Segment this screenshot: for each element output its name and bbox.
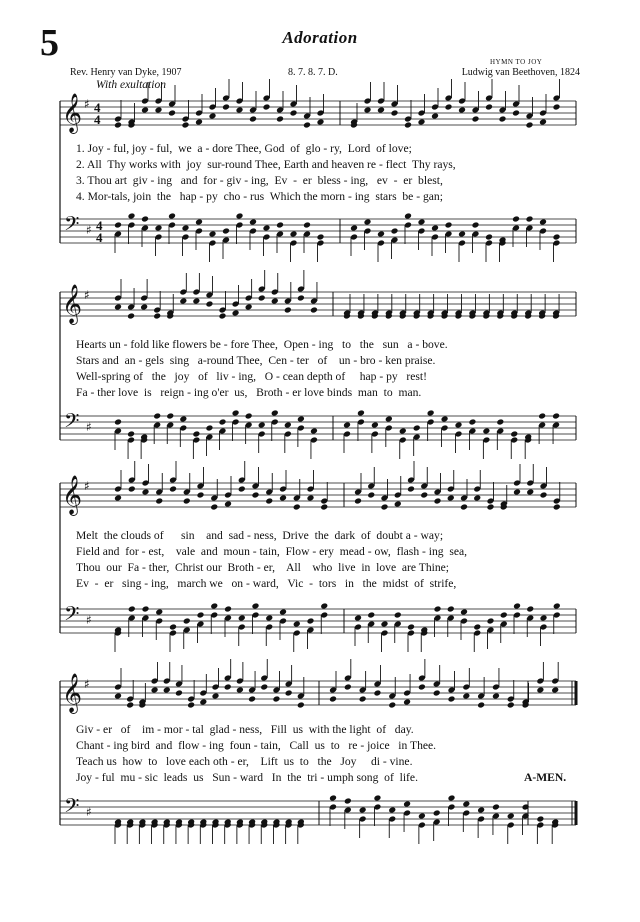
- note-head: [205, 425, 213, 432]
- note-head: [128, 486, 136, 493]
- note-head: [293, 621, 301, 628]
- note-head: [126, 702, 134, 709]
- note-head: [293, 504, 301, 511]
- note-head: [427, 410, 435, 417]
- meter: 8. 7. 8. 7. D.: [288, 67, 338, 78]
- note-head: [192, 431, 200, 438]
- note-head: [388, 702, 396, 709]
- note-head: [238, 615, 246, 622]
- note-head: [303, 122, 311, 129]
- note-head: [485, 104, 493, 111]
- note-head: [403, 801, 411, 808]
- lyric-line: Melt the clouds of sin and sad - ness, Drive the dark of doubt a - way;: [76, 529, 444, 542]
- note-head: [448, 795, 456, 802]
- note-head: [507, 813, 515, 820]
- note-head: [413, 425, 421, 432]
- note-head: [329, 696, 337, 703]
- note-head: [343, 422, 351, 429]
- note-head: [447, 606, 455, 613]
- bass-clef-icon: 𝄢: [64, 409, 80, 437]
- treble-clef-icon: 𝄞: [62, 673, 83, 713]
- note-head: [128, 213, 136, 220]
- note-head: [367, 612, 375, 619]
- note-head: [381, 621, 389, 628]
- bass-clef-icon: 𝄢: [64, 794, 80, 822]
- note-head: [290, 110, 298, 117]
- note-head: [344, 798, 352, 805]
- note-head: [179, 416, 187, 423]
- note-head: [219, 313, 227, 320]
- note-head: [487, 504, 495, 511]
- note-head: [377, 107, 385, 114]
- note-head: [114, 495, 122, 502]
- lyric-line: Thou our Fa - ther, Christ our Broth - er, All who live in love are Thine;: [76, 561, 450, 574]
- note-head: [236, 213, 244, 220]
- note-head: [197, 612, 205, 619]
- note-head: [155, 225, 163, 232]
- note-head: [263, 104, 271, 111]
- note-head: [197, 492, 205, 499]
- note-head: [155, 107, 163, 114]
- note-head: [473, 624, 481, 631]
- note-head: [209, 231, 217, 238]
- note-head: [404, 122, 412, 129]
- composer: Ludwig van Beethoven, 1824: [461, 67, 580, 78]
- note-head: [354, 615, 362, 622]
- note-head: [279, 495, 287, 502]
- note-head: [391, 228, 399, 235]
- amen-label: A-MEN.: [524, 771, 567, 784]
- lyric-line: Well-spring of the joy of liv - ing, O - cean depth of hap - py rest!: [76, 370, 427, 383]
- note-head: [551, 687, 559, 694]
- note-head: [552, 413, 560, 420]
- note-head: [236, 107, 244, 114]
- note-head: [195, 119, 203, 126]
- note-head: [285, 690, 293, 697]
- lyric-line: Joy - ful mu - sic leads us Sun - ward In the tri - umph song of life.: [76, 771, 418, 784]
- time-signature: 4: [94, 100, 101, 115]
- note-head: [512, 110, 520, 117]
- bass-clef-icon: 𝄢: [64, 212, 80, 240]
- note-head: [290, 231, 298, 238]
- note-head: [307, 618, 315, 625]
- note-head: [279, 609, 287, 616]
- key-signature: ♯: [86, 805, 92, 819]
- note-head: [536, 816, 544, 823]
- key-signature: ♯: [84, 677, 90, 691]
- note-head: [553, 603, 561, 610]
- treble-clef-icon: 𝄞: [62, 284, 83, 324]
- note-head: [407, 624, 415, 631]
- note-head: [317, 119, 325, 126]
- note-head: [175, 690, 183, 697]
- bass-clef-icon: 𝄢: [64, 602, 80, 630]
- note-head: [477, 702, 485, 709]
- note-head: [248, 696, 256, 703]
- note-head: [462, 801, 470, 808]
- note-head: [199, 699, 207, 706]
- treble-clef-icon: 𝄞: [62, 93, 83, 133]
- note-head: [373, 690, 381, 697]
- key-signature: ♯: [86, 223, 92, 237]
- note-head: [492, 804, 500, 811]
- lyric-line: Hearts un - fold like flowers be - fore Thee, Open - ing to the sun a - bove.: [76, 338, 448, 351]
- note-head: [482, 428, 490, 435]
- note-head: [265, 615, 273, 622]
- lyric-line: 2. All Thy works with joy sur-round Thee, Earth and heaven re - flect Thy rays,: [76, 158, 456, 171]
- lyric-line: Chant - ing bird and flow - ing foun - tain, Call us to re - joice in Thee.: [76, 739, 437, 752]
- note-head: [284, 307, 292, 314]
- note-head: [307, 495, 315, 502]
- lyric-line: 4. Mor-tals, join the hap - py cho - rus Which the morn - ing stars be - gan;: [76, 190, 443, 203]
- note-head: [407, 486, 415, 493]
- note-head: [510, 431, 518, 438]
- note-head: [460, 504, 468, 511]
- note-head: [310, 428, 318, 435]
- note-head: [219, 419, 227, 426]
- key-signature: ♯: [86, 613, 92, 627]
- note-head: [114, 693, 122, 700]
- note-head: [418, 684, 426, 691]
- note-head: [252, 492, 260, 499]
- note-head: [303, 222, 311, 229]
- note-head: [272, 696, 280, 703]
- note-head: [394, 612, 402, 619]
- note-head: [153, 413, 161, 420]
- key-signature: ♯: [84, 97, 90, 111]
- note-head: [364, 219, 372, 226]
- note-head: [114, 419, 122, 426]
- note-head: [224, 606, 232, 613]
- note-head: [455, 422, 463, 429]
- note-head: [434, 606, 442, 613]
- note-head: [468, 419, 476, 426]
- note-head: [344, 684, 352, 691]
- note-head: [433, 690, 441, 697]
- note-head: [394, 501, 402, 508]
- note-head: [477, 807, 485, 814]
- note-head: [142, 606, 150, 613]
- note-head: [357, 410, 365, 417]
- note-head: [210, 603, 218, 610]
- lyric-line: 3. Thou art giv - ing and for - giv - ing, Ev - er bless - ing, ev - er blest,: [76, 174, 443, 187]
- note-head: [249, 219, 257, 226]
- note-head: [526, 216, 534, 223]
- note-head: [142, 489, 150, 496]
- note-head: [169, 486, 177, 493]
- note-head: [553, 234, 561, 241]
- note-head: [166, 413, 174, 420]
- note-head: [462, 693, 470, 700]
- note-head: [182, 122, 190, 129]
- note-head: [169, 624, 177, 631]
- note-head: [538, 413, 546, 420]
- note-head: [258, 422, 266, 429]
- note-head: [260, 684, 268, 691]
- note-head: [141, 216, 149, 223]
- note-head: [192, 298, 200, 305]
- note-head: [485, 234, 493, 241]
- lyric-line: Giv - er of im - mor - tal glad - ness, Fill us with the light of day.: [76, 723, 414, 736]
- note-head: [539, 119, 547, 126]
- note-head: [151, 687, 159, 694]
- note-head: [271, 410, 279, 417]
- note-head: [448, 696, 456, 703]
- note-head: [540, 615, 548, 622]
- note-head: [276, 222, 284, 229]
- note-head: [350, 225, 358, 232]
- note-head: [512, 216, 520, 223]
- hymn-title: Adoration: [282, 28, 358, 47]
- note-head: [404, 213, 412, 220]
- note-head: [473, 495, 481, 502]
- note-head: [329, 795, 337, 802]
- note-head: [445, 222, 453, 229]
- note-head: [472, 222, 480, 229]
- note-head: [391, 110, 399, 117]
- note-head: [317, 234, 325, 241]
- note-head: [265, 498, 273, 505]
- note-head: [210, 504, 218, 511]
- note-head: [434, 498, 442, 505]
- note-head: [140, 304, 148, 311]
- note-head: [447, 495, 455, 502]
- note-head: [359, 807, 367, 814]
- note-head: [500, 612, 508, 619]
- lyric-line: Stars and an - gels sing a-round Thee, Cen - ter of un - bro - ken praise.: [76, 354, 436, 367]
- lyric-line: Fa - ther love is reign - ing o'er us, Broth - er love binds man to man.: [76, 386, 422, 399]
- note-head: [373, 795, 381, 802]
- note-head: [460, 609, 468, 616]
- note-head: [187, 702, 195, 709]
- note-head: [155, 498, 163, 505]
- note-head: [245, 304, 253, 311]
- lyric-line: Teach us how to love each oth - er, Lift us to the Joy di - vine.: [76, 755, 413, 768]
- note-head: [232, 410, 240, 417]
- note-head: [377, 231, 385, 238]
- note-head: [354, 498, 362, 505]
- hymn-number: 5: [40, 22, 59, 64]
- note-head: [182, 225, 190, 232]
- note-head: [114, 304, 122, 311]
- note-head: [420, 492, 428, 499]
- note-head: [163, 687, 171, 694]
- note-head: [271, 298, 279, 305]
- note-head: [258, 295, 266, 302]
- time-signature: 4: [96, 230, 103, 245]
- note-head: [539, 219, 547, 226]
- note-head: [245, 413, 253, 420]
- note-head: [431, 225, 439, 232]
- note-head: [238, 486, 246, 493]
- note-head: [155, 609, 163, 616]
- note-head: [252, 603, 260, 610]
- note-head: [310, 307, 318, 314]
- note-head: [472, 116, 480, 123]
- note-head: [179, 298, 187, 305]
- note-head: [487, 618, 495, 625]
- note-head: [127, 431, 135, 438]
- note-head: [499, 116, 507, 123]
- note-head: [284, 422, 292, 429]
- note-head: [507, 702, 515, 709]
- note-head: [526, 606, 534, 613]
- note-head: [153, 313, 161, 320]
- note-head: [232, 310, 240, 317]
- note-head: [403, 699, 411, 706]
- key-signature: ♯: [84, 479, 90, 493]
- tune-name: HYMN TO JOY: [490, 58, 543, 66]
- note-head: [371, 422, 379, 429]
- note-head: [359, 696, 367, 703]
- treble-clef-icon: 𝄞: [62, 475, 83, 515]
- note-head: [496, 419, 504, 426]
- note-head: [320, 603, 328, 610]
- note-head: [195, 219, 203, 226]
- note-head: [212, 693, 220, 700]
- note-head: [114, 122, 122, 129]
- note-head: [536, 687, 544, 694]
- key-signature: ♯: [86, 420, 92, 434]
- note-head: [236, 687, 244, 694]
- note-head: [526, 122, 534, 129]
- note-head: [418, 813, 426, 820]
- note-head: [168, 110, 176, 117]
- note-head: [441, 416, 449, 423]
- note-head: [553, 504, 561, 511]
- note-head: [445, 104, 453, 111]
- note-head: [553, 104, 561, 111]
- note-head: [222, 228, 230, 235]
- note-head: [492, 693, 500, 700]
- note-head: [263, 225, 271, 232]
- note-head: [224, 684, 232, 691]
- lyric-line: 1. Joy - ful, joy - ful, we a - dore Thee, God of glo - ry, Lord of love;: [76, 142, 412, 155]
- note-head: [418, 219, 426, 226]
- note-head: [385, 416, 393, 423]
- note-head: [418, 119, 426, 126]
- note-head: [297, 702, 305, 709]
- note-head: [458, 107, 466, 114]
- note-head: [388, 807, 396, 814]
- note-head: [433, 810, 441, 817]
- note-head: [168, 213, 176, 220]
- note-head: [276, 116, 284, 123]
- note-head: [127, 313, 135, 320]
- time-signature: 4: [96, 218, 103, 233]
- lyric-line: Field and for - est, vale and moun - tain, Flow - ery mead - ow, flash - ing sea,: [76, 545, 468, 558]
- note-head: [183, 498, 191, 505]
- note-head: [141, 107, 149, 114]
- note-head: [526, 489, 534, 496]
- note-head: [209, 113, 217, 120]
- note-head: [513, 603, 521, 610]
- note-head: [297, 416, 305, 423]
- tempo-marking: With exultation: [96, 79, 166, 91]
- note-head: [367, 492, 375, 499]
- time-signature: 4: [94, 112, 101, 127]
- note-head: [320, 504, 328, 511]
- note-head: [540, 492, 548, 499]
- note-head: [297, 295, 305, 302]
- note-head: [224, 501, 232, 508]
- key-signature: ♯: [84, 288, 90, 302]
- note-head: [205, 301, 213, 308]
- note-head: [364, 107, 372, 114]
- note-head: [458, 231, 466, 238]
- note-head: [249, 116, 257, 123]
- note-head: [114, 222, 122, 229]
- note-head: [183, 618, 191, 625]
- note-head: [513, 489, 521, 496]
- note-head: [381, 504, 389, 511]
- lyric-line: Ev - er sing - ing, march we on - ward, Vic - tors in the midst of strife,: [76, 577, 457, 590]
- note-head: [128, 606, 136, 613]
- author: Rev. Henry van Dyke, 1907: [70, 67, 182, 78]
- note-head: [431, 113, 439, 120]
- note-head: [399, 428, 407, 435]
- note-head: [222, 104, 230, 111]
